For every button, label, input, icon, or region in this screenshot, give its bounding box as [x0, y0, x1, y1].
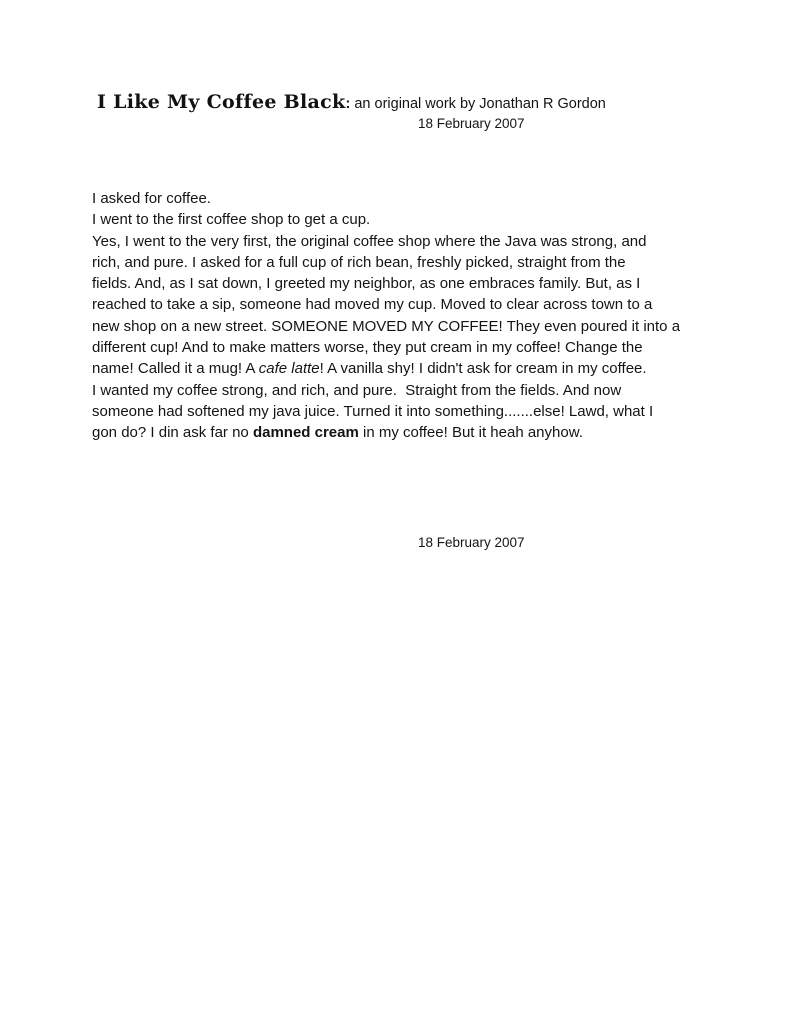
title-colon: : — [345, 96, 351, 112]
body-line: different cup! And to make matters worse, they put cream in my coffee! Change the — [92, 339, 643, 357]
body-line: name! Called it a mug! A cafe latte! A vanilla shy! I didn't ask for cream in my coffee. — [92, 360, 647, 378]
body-line: new shop on a new street. SOMEONE MOVED MY COFFEE! They even poured it into a — [92, 317, 681, 335]
body-line: I asked for coffee. — [92, 190, 211, 207]
body-line: I went to the first coffee shop to get a cup. — [92, 211, 371, 229]
body-line: fields. And, as I sat down, I greeted my neighbor, as one embraces family. But, as I — [92, 275, 641, 293]
title-line — [97, 91, 606, 113]
body-line: gon do? I din ask far no damned cream in my coffee! But it heah anyhow. — [92, 424, 583, 442]
document-title: I Like My Coffee Black — [97, 91, 346, 113]
body-line: I wanted my coffee strong, and rich, and pure. Straight from the fields. And now — [92, 381, 622, 399]
date-top: 18 February 2007 — [418, 116, 525, 131]
body-line: someone had softened my java juice. Turned it into something.......else! Lawd, what I — [92, 402, 654, 420]
body-line: Yes, I went to the very first, the original coffee shop where the Java was strong, and — [92, 232, 647, 250]
document-subtitle: an original work by Jonathan R Gordon — [350, 96, 606, 112]
body-line: reached to take a sip, someone had moved my cup. Moved to clear across town to a — [92, 296, 653, 314]
story-paragraph — [92, 188, 680, 444]
body-line: rich, and pure. I asked for a full cup of rich bean, freshly picked, straight from the — [92, 253, 626, 271]
date-bottom: 18 February 2007 — [418, 535, 525, 550]
